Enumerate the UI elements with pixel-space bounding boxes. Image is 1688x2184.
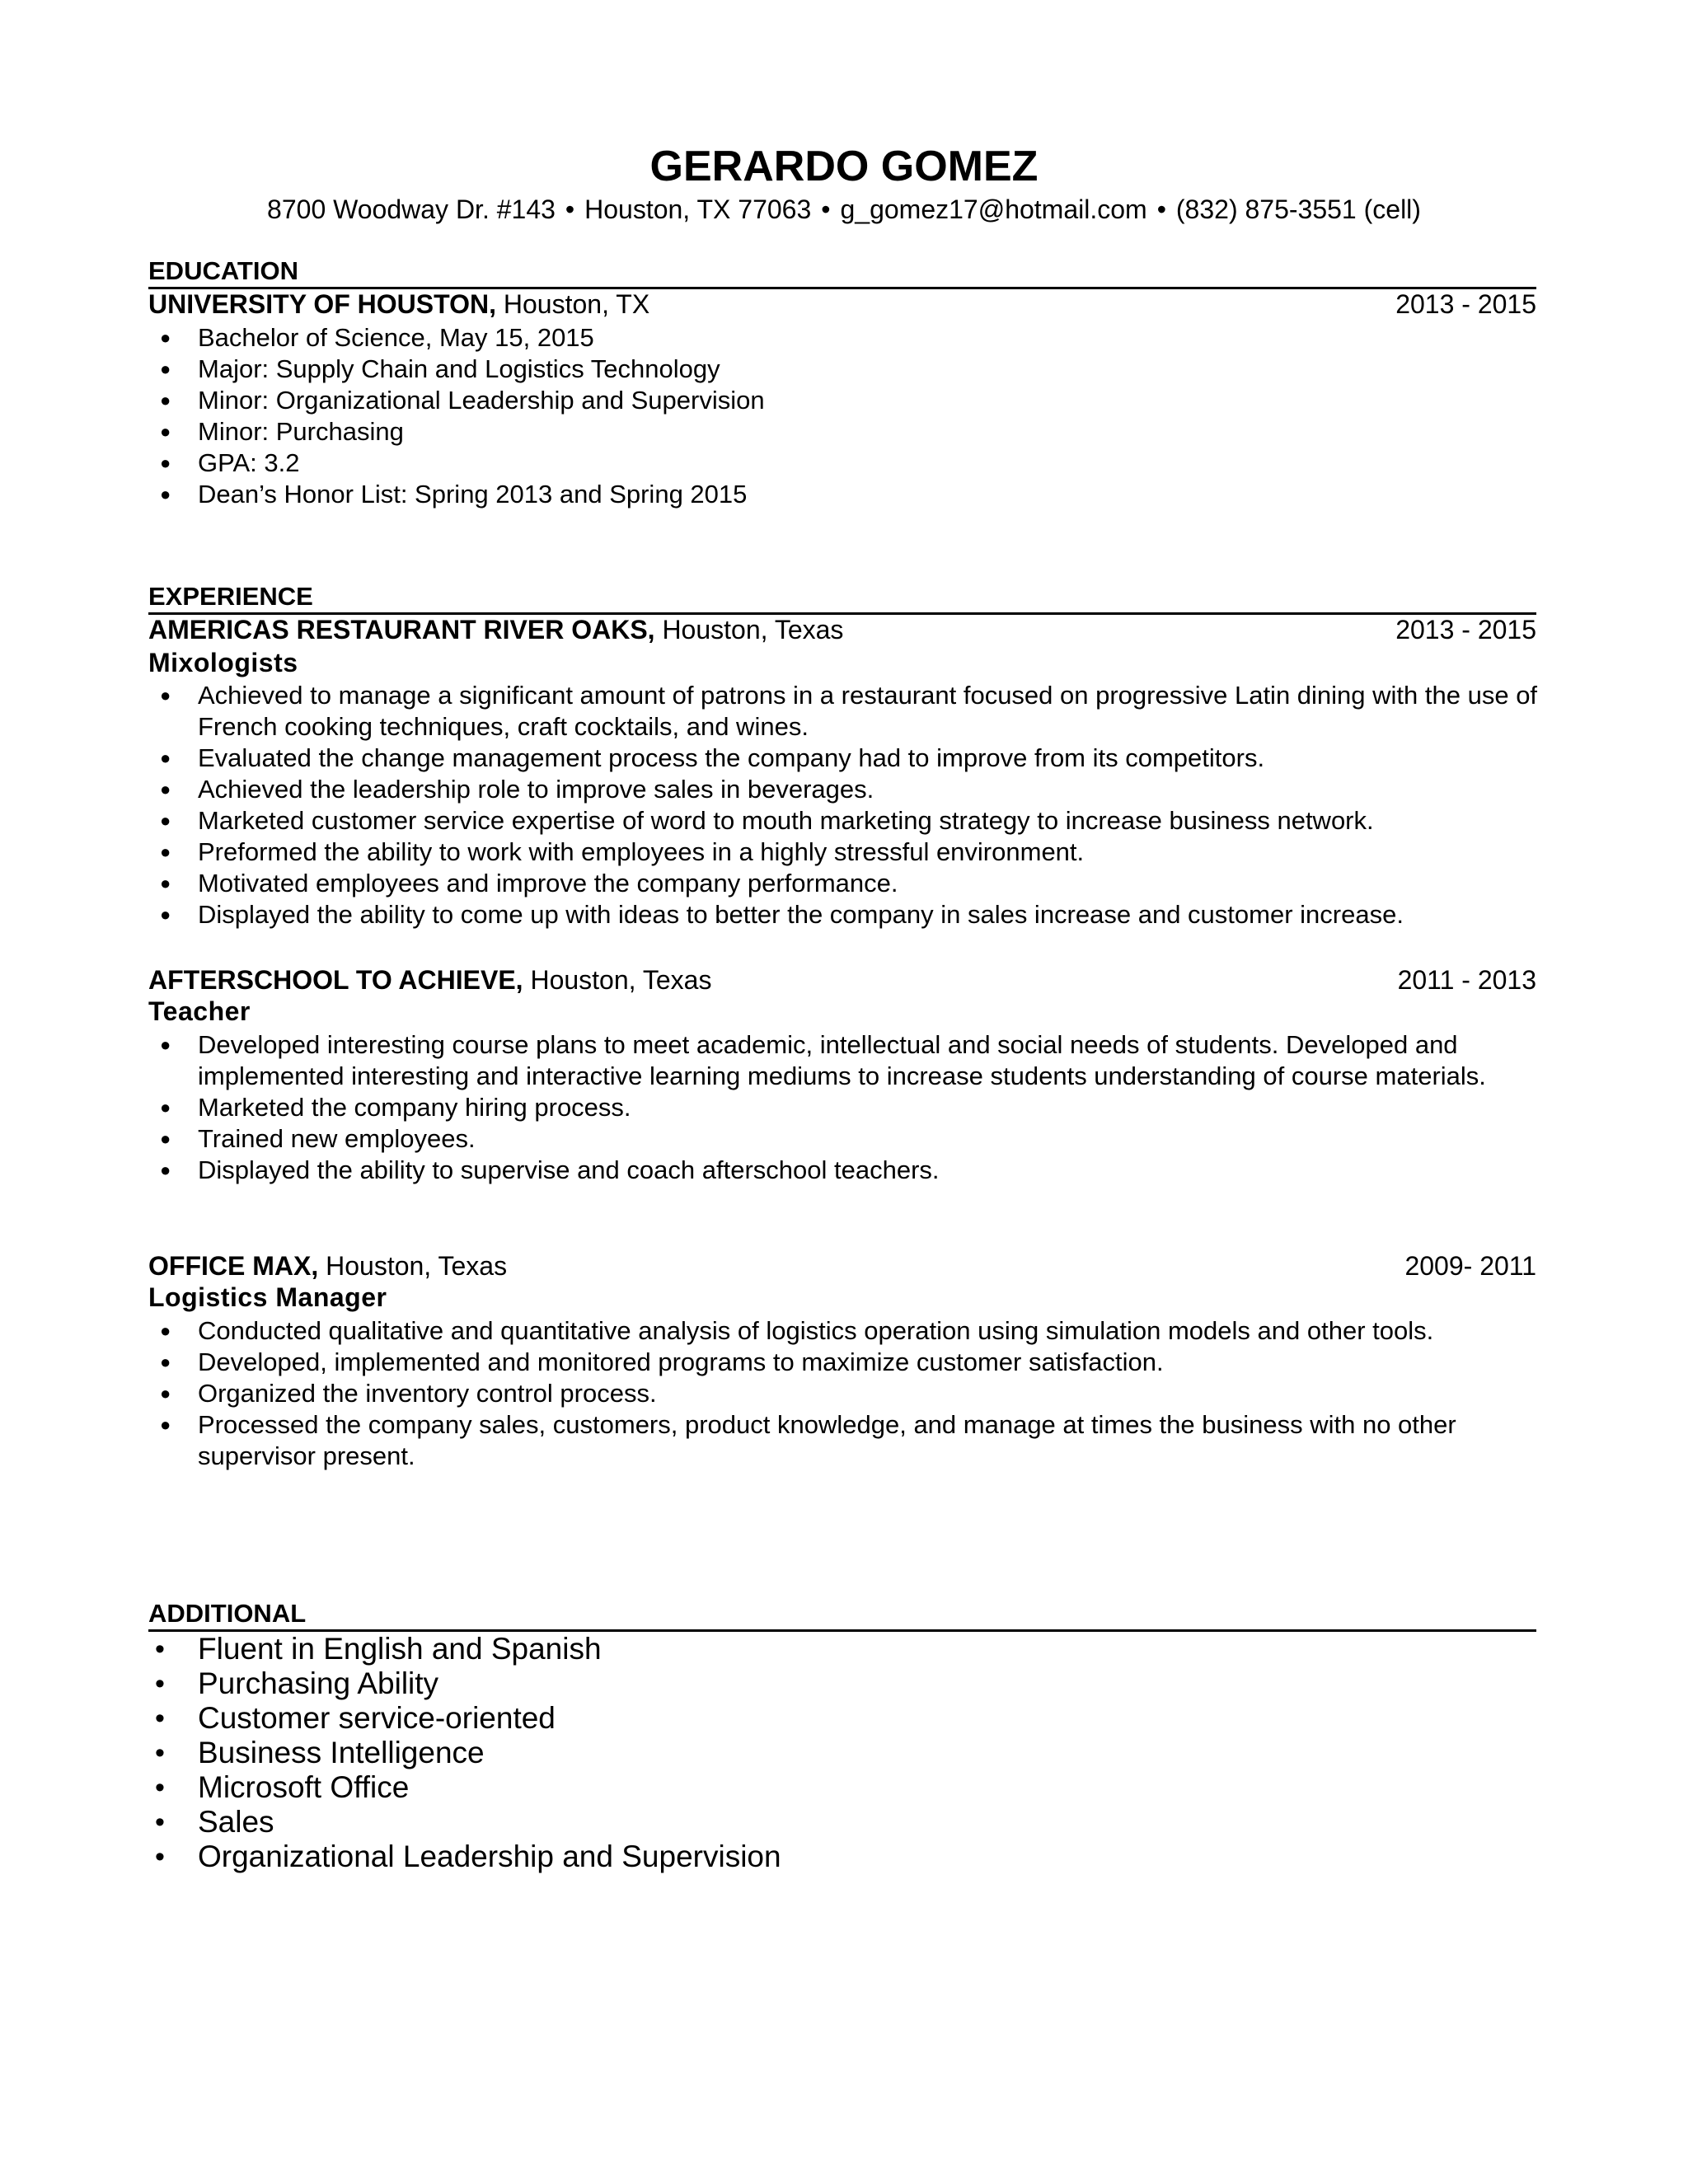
bullet-icon: ● — [160, 1320, 171, 1341]
job-role: Teacher — [148, 996, 251, 1026]
bullet-icon: • — [155, 1737, 165, 1769]
bullet-icon: ● — [160, 779, 171, 799]
bullet-icon: ● — [160, 421, 171, 442]
contact-line — [0, 193, 1688, 226]
bullet-icon: ● — [160, 1128, 171, 1149]
list-item: ● Motivated employees and improve the company performance. — [160, 869, 898, 898]
list-item: ● Displayed the ability to supervise and coach afterschool teachers. — [160, 1155, 940, 1184]
bullet-icon: ● — [160, 484, 171, 504]
list-item: ● Developed, implemented and monitored programs to maximize customer satisfaction. — [160, 1347, 1164, 1376]
list-item: ● GPA: 3.2 — [160, 448, 300, 477]
additional-heading: ADDITIONAL — [148, 1599, 307, 1628]
bullet-icon: ● — [160, 841, 171, 862]
list-item: ● Marketed customer service expertise of word to mouth marketing strategy to increase business network. — [160, 806, 1374, 835]
contact-address: 8700 Woodway Dr. #143 — [267, 194, 556, 224]
job-location: Houston, Texas — [523, 965, 712, 995]
job-dates: 2013 - 2015 — [1395, 615, 1536, 644]
list-item: ● Bachelor of Science, May 15, 2015 — [160, 323, 594, 352]
job-org: AMERICAS RESTAURANT RIVER OAKS, — [148, 615, 655, 644]
education-dates: 2013 - 2015 — [1395, 289, 1536, 319]
additional-bullets — [148, 1632, 1541, 1874]
list-item: ● Organized the inventory control process. — [160, 1379, 657, 1408]
list-item: ● Displayed the ability to come up with ideas to better the company in sales increase and customer increase. — [160, 900, 1404, 929]
bullet-icon: • — [155, 1703, 165, 1734]
job-entry-header — [148, 964, 1536, 996]
bullet-icon: ● — [160, 1383, 171, 1404]
experience-heading: EXPERIENCE — [148, 582, 313, 611]
list-item: ● Achieved to manage a significant amount of patrons in a restaurant focused on progressive Latin dining with the use of French cooking techniques, craft cocktails, and wines. — [160, 681, 1538, 741]
list-item: • Purchasing Ability — [155, 1666, 439, 1700]
list-item: ● Dean’s Honor List: Spring 2013 and Spring 2015 — [160, 480, 748, 509]
contact-phone: (832) 875-3551 (cell) — [1175, 194, 1421, 224]
list-item: ● Processed the company sales, customers, product knowledge, and manage at times the business with no other supervisor present. — [160, 1410, 1456, 1470]
resume-name: GERARDO GOMEZ — [649, 143, 1039, 190]
list-item: ● Conducted qualitative and quantitative analysis of logistics operation using simulation models and other tools. — [160, 1316, 1434, 1345]
education-location: Houston, TX — [495, 289, 650, 319]
list-item: • Organizational Leadership and Supervision — [155, 1840, 781, 1873]
list-item: ● Developed interesting course plans to meet academic, intellectual and social needs of students. Developed and implemented interesting and interactive learning mediums to increase students understanding of course materials. — [160, 1030, 1486, 1090]
job-bullets — [148, 680, 1541, 930]
list-item: ● Preformed the ability to work with employees in a highly stressful environment. — [160, 837, 1085, 866]
job-bullets — [148, 1029, 1541, 1186]
bullet-icon: ● — [160, 390, 171, 410]
bullet-icon: • — [155, 1668, 165, 1699]
education-org: UNIVERSITY OF HOUSTON, — [148, 289, 496, 319]
bullet-icon: ● — [160, 452, 171, 473]
list-item: • Business Intelligence — [155, 1736, 485, 1769]
bullet-icon: ● — [160, 327, 171, 348]
education-bullets — [148, 322, 1541, 510]
bullet-icon: ● — [160, 685, 171, 705]
list-item: ● Major: Supply Chain and Logistics Technology — [160, 354, 720, 383]
list-item: ● Marketed the company hiring process. — [160, 1093, 631, 1122]
bullet-icon: • — [155, 1633, 165, 1665]
list-item: ● Evaluated the change management process the company had to improve from its competitors. — [160, 743, 1265, 772]
job-entry-header — [148, 1250, 1536, 1282]
list-item: ● Trained new employees. — [160, 1124, 476, 1153]
bullet-icon: • — [155, 1841, 165, 1872]
bullet-icon: ● — [160, 810, 171, 831]
list-item: ● Minor: Purchasing — [160, 417, 404, 446]
list-item: ● Achieved the leadership role to improve sales in beverages. — [160, 775, 874, 804]
bullet-icon: • — [155, 1772, 165, 1803]
list-item: • Customer service-oriented — [155, 1701, 556, 1735]
bullet-icon: ● — [160, 1414, 171, 1435]
job-dates: 2009- 2011 — [1404, 1251, 1536, 1281]
job-dates: 2011 - 2013 — [1397, 965, 1536, 995]
job-org: OFFICE MAX, — [148, 1251, 319, 1281]
contact-email: g_gomez17@hotmail.com — [840, 194, 1147, 224]
job-role: Logistics Manager — [148, 1282, 387, 1312]
bullet-icon: ● — [160, 1352, 171, 1372]
bullet-icon: ● — [160, 904, 171, 925]
job-entry-header — [148, 614, 1536, 645]
bullet-icon: ● — [160, 873, 171, 893]
job-org: AFTERSCHOOL TO ACHIEVE, — [148, 965, 523, 995]
job-role: Mixologists — [148, 648, 298, 677]
bullet-icon: ● — [160, 1097, 171, 1118]
list-item: • Sales — [155, 1805, 274, 1839]
job-location: Houston, Texas — [654, 615, 844, 644]
education-heading: EDUCATION — [148, 256, 298, 285]
bullet-icon: • — [155, 1807, 165, 1838]
list-item: ● Minor: Organizational Leadership and Supervision — [160, 386, 765, 415]
list-item: • Fluent in English and Spanish — [155, 1632, 602, 1666]
bullet-separator-icon: • — [821, 194, 831, 224]
bullet-icon: ● — [160, 1160, 171, 1180]
contact-city: Houston, TX 77063 — [584, 194, 812, 224]
bullet-separator-icon: • — [1156, 194, 1166, 224]
job-location: Houston, Texas — [318, 1251, 508, 1281]
bullet-separator-icon: • — [565, 194, 575, 224]
education-entry-header — [148, 288, 1536, 320]
job-bullets — [148, 1315, 1541, 1472]
list-item: • Microsoft Office — [155, 1770, 410, 1804]
bullet-icon: ● — [160, 748, 171, 768]
bullet-icon: ● — [160, 1034, 171, 1055]
bullet-icon: ● — [160, 359, 171, 379]
